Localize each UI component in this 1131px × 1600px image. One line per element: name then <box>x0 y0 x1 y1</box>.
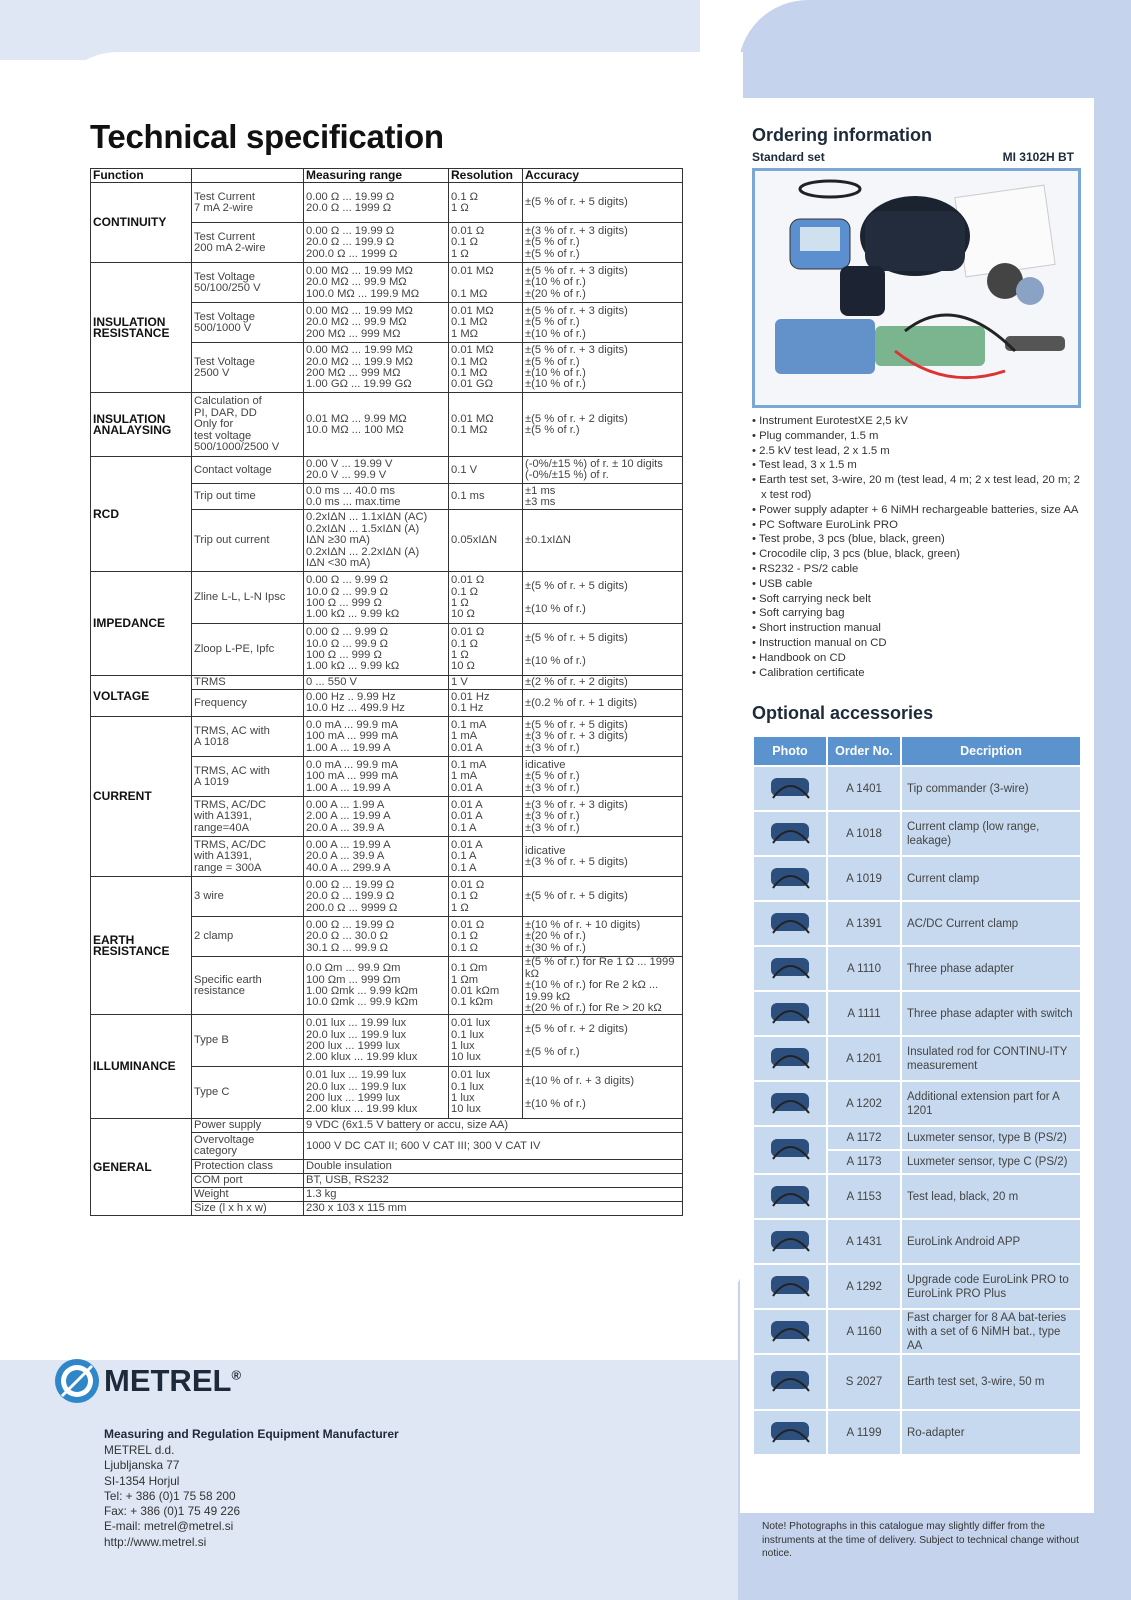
accuracy-cell: ±(5 % of r. + 3 digits) ±(10 % of r.) ±(20 % of r.) <box>523 263 683 303</box>
registered-mark: ® <box>231 1367 242 1383</box>
list-item: • Handbook on CD <box>752 651 1082 666</box>
address-line: METREL d.d. <box>104 1443 175 1457</box>
list-item: • Calibration certificate <box>752 666 1082 681</box>
resolution-cell: 0.01 Ω 0.1 Ω 1 Ω 10 Ω <box>449 624 523 676</box>
photo-cell <box>753 856 827 901</box>
accuracy-cell: ±(5 % of r. + 5 digits) <box>523 877 683 917</box>
list-item: • Instruction manual on CD <box>752 636 1082 651</box>
range-cell: 0.0 mA ... 99.9 mA 100 mA ... 999 mA 1.00 A ... 19.99 A <box>304 757 449 797</box>
order-number: A 1292 <box>827 1264 901 1309</box>
range-cell: 0 ... 550 V <box>304 676 449 690</box>
sensor-icon <box>765 1156 815 1168</box>
accuracy-cell: ±0.1xIΔN <box>523 510 683 572</box>
adapter-icon <box>765 1020 815 1032</box>
resolution-cell: 0.01 Ω 0.1 Ω 1 Ω <box>449 877 523 917</box>
general-key: Overvoltage category <box>192 1133 304 1160</box>
accessory-row <box>753 1219 1081 1264</box>
accuracy-cell: ±(5 % of r. + 2 digits) ±(5 % of r.) <box>523 393 683 457</box>
function-label: CURRENT <box>91 717 192 877</box>
parameter-cell: Test Current 7 mA 2-wire <box>192 183 304 223</box>
list-item: • PC Software EuroLink PRO <box>752 518 1082 533</box>
photo-cell <box>753 1219 827 1264</box>
accessory-description: Luxmeter sensor, type C (PS/2) <box>901 1150 1081 1174</box>
resolution-cell: 0.01 lux 0.1 lux 1 lux 10 lux <box>449 1067 523 1119</box>
accessory-description: Ro-adapter <box>901 1410 1081 1455</box>
resolution-cell: 0.1 mA 1 mA 0.01 A <box>449 717 523 757</box>
standard-set-list <box>752 414 1082 680</box>
list-item: • Soft carrying neck belt <box>752 592 1082 607</box>
accessory-row <box>753 946 1081 991</box>
range-cell: 0.00 Ω ... 19.99 Ω 20.0 Ω ... 30.0 Ω 30.1 Ω ... 99.9 Ω <box>304 917 449 957</box>
header-resolution: Resolution <box>449 169 523 183</box>
standard-set-label: Standard set <box>752 150 825 164</box>
photo-cell <box>753 1354 827 1410</box>
accessory-row <box>753 811 1081 856</box>
resolution-cell: 1 V <box>449 676 523 690</box>
app-icon <box>765 1248 815 1260</box>
standard-set-photo <box>752 168 1081 408</box>
rod-icon <box>765 1110 815 1122</box>
list-item: • RS232 - PS/2 cable <box>752 562 1082 577</box>
spec-row <box>91 457 683 484</box>
order-number: A 1199 <box>827 1410 901 1455</box>
parameter-cell: TRMS, AC with A 1018 <box>192 717 304 757</box>
range-cell: 0.00 Ω ... 9.99 Ω 10.0 Ω ... 99.9 Ω 100 Ω ... 999 Ω 1.00 kΩ ... 9.99 kΩ <box>304 572 449 624</box>
accessory-description: AC/DC Current clamp <box>901 901 1081 946</box>
parameter-cell: 3 wire <box>192 877 304 917</box>
function-label: RCD <box>91 457 192 572</box>
spec-row <box>91 183 683 223</box>
resolution-cell: 0.01 Ω 0.1 Ω 0.1 Ω <box>449 917 523 957</box>
accuracy-cell: ±(5 % of r. + 5 digits) ±(10 % of r.) <box>523 624 683 676</box>
order-number: A 1160 <box>827 1309 901 1354</box>
accessory-row <box>753 1309 1081 1354</box>
accuracy-cell: idicative ±(5 % of r.) ±(3 % of r.) <box>523 757 683 797</box>
accessory-row <box>753 991 1081 1036</box>
order-number: A 1110 <box>827 946 901 991</box>
range-cell: 0.00 MΩ ... 19.99 MΩ 20.0 MΩ ... 199.9 MΩ 200 MΩ ... 999 MΩ 1.00 GΩ ... 19.99 GΩ <box>304 343 449 393</box>
address-line: Ljubljanska 77 <box>104 1458 180 1473</box>
general-value: Double insulation <box>304 1160 683 1174</box>
accuracy-cell: ±(10 % of r. + 10 digits) ±(20 % of r.) ±(30 % of r.) <box>523 917 683 957</box>
rod-icon <box>765 1065 815 1077</box>
photo-cell <box>753 1309 827 1354</box>
parameter-cell: Specific earth resistance <box>192 957 304 1015</box>
resolution-cell: 0.01 A 0.01 A 0.1 A <box>449 797 523 837</box>
parameter-cell: Calculation of PI, DAR, DD Only for test voltage 500/1000/2500 V <box>192 393 304 457</box>
resolution-cell: 0.05xIΔN <box>449 510 523 572</box>
accuracy-cell: idicative ±(3 % of r. + 5 digits) <box>523 837 683 877</box>
range-cell: 0.00 Ω ... 19.99 Ω 20.0 Ω ... 199.9 Ω 200.0 Ω ... 1999 Ω <box>304 223 449 263</box>
accessory-row <box>753 901 1081 946</box>
clamp-icon <box>765 885 815 897</box>
photo-cell <box>753 1081 827 1126</box>
accessories-title: Optional accessories <box>752 703 934 723</box>
accessory-row <box>753 1036 1081 1081</box>
resolution-cell: 0.01 A 0.1 A 0.1 A <box>449 837 523 877</box>
accuracy-cell: ±(5 % of r. + 2 digits) ±(5 % of r.) <box>523 1015 683 1067</box>
general-value: BT, USB, RS232 <box>304 1174 683 1188</box>
spec-row <box>91 572 683 624</box>
order-number: A 1391 <box>827 901 901 946</box>
accessory-description: EuroLink Android APP <box>901 1219 1081 1264</box>
accessory-row <box>753 1410 1081 1455</box>
list-item: • Soft carrying bag <box>752 606 1082 621</box>
range-cell: 0.0 Ωm ... 99.9 Ωm 100 Ωm ... 999 Ωm 1.00 Ωmk ... 9.99 kΩm 10.0 Ωmk ... 99.9 kΩm <box>304 957 449 1015</box>
general-value: 1.3 kg <box>304 1188 683 1202</box>
order-number: A 1019 <box>827 856 901 901</box>
general-value: 230 x 103 x 115 mm <box>304 1202 683 1216</box>
list-item: • 2.5 kV test lead, 2 x 1.5 m <box>752 444 1082 459</box>
accuracy-cell: ±(5 % of r. + 5 digits) <box>523 183 683 223</box>
parameter-cell: Trip out time <box>192 484 304 510</box>
general-key: COM port <box>192 1174 304 1188</box>
accuracy-cell: ±(5 % of r. + 3 digits) ±(5 % of r.) ±(10 % of r.) <box>523 303 683 343</box>
adapter-icon <box>765 975 815 987</box>
list-item: • USB cable <box>752 577 1082 592</box>
order-number: A 1202 <box>827 1081 901 1126</box>
page-title: Technical specification <box>90 118 444 155</box>
ordering-panel <box>740 98 1094 1513</box>
address-line: Fax: + 386 (0)1 75 49 226 <box>104 1504 241 1519</box>
accessory-description: Current clamp <box>901 856 1081 901</box>
spec-body <box>91 183 683 1216</box>
list-item: • Test lead, 3 x 1.5 m <box>752 458 1082 473</box>
range-cell: 0.2xIΔN ... 1.1xIΔN (AC) 0.2xIΔN ... 1.5xIΔN (A) IΔN ≥30 mA) 0.2xIΔN ... 2.2xIΔN (A) IΔN <30 mA) <box>304 510 449 572</box>
lead-icon <box>765 1203 815 1215</box>
earth-set-icon <box>765 1388 815 1400</box>
parameter-cell: Test Voltage 500/1000 V <box>192 303 304 343</box>
range-cell: 0.00 Ω ... 19.99 Ω 20.0 Ω ... 199.9 Ω 200.0 Ω ... 9999 Ω <box>304 877 449 917</box>
header-order-no: Order No. <box>827 736 901 766</box>
accessory-description: Additional extension part for A 1201 <box>901 1081 1081 1126</box>
parameter-cell: Test Voltage 2500 V <box>192 343 304 393</box>
general-row <box>91 1119 683 1133</box>
probe-icon <box>765 795 815 807</box>
accessory-row <box>753 856 1081 901</box>
accessory-description: Current clamp (low range, leakage) <box>901 811 1081 856</box>
parameter-cell: 2 clamp <box>192 917 304 957</box>
clamp-icon <box>765 840 815 852</box>
brand-text: METREL <box>104 1363 232 1398</box>
accuracy-cell: ±(3 % of r. + 3 digits) ±(3 % of r.) ±(3 % of r.) <box>523 797 683 837</box>
resolution-cell: 0.01 Ω 0.1 Ω 1 Ω 10 Ω <box>449 572 523 624</box>
accessory-description: Test lead, black, 20 m <box>901 1174 1081 1219</box>
function-label: IMPEDANCE <box>91 572 192 676</box>
function-label: EARTH RESISTANCE <box>91 877 192 1015</box>
resolution-cell: 0.01 MΩ 0.1 MΩ <box>449 263 523 303</box>
list-item: • Instrument EurotestXE 2,5 kV <box>752 414 1082 429</box>
spec-row <box>91 1015 683 1067</box>
function-label: GENERAL <box>91 1119 192 1216</box>
metrel-logo-icon <box>52 1356 102 1406</box>
general-key: Power supply <box>192 1119 304 1133</box>
parameter-cell: TRMS <box>192 676 304 690</box>
accuracy-cell: ±(5 % of r.) for Re 1 Ω ... 1999 kΩ ±(10 % of r.) for Re 2 kΩ ... 19.99 kΩ ±(20 % of r.) for Re > 20 kΩ <box>523 957 683 1015</box>
spec-row <box>91 717 683 757</box>
photo-cell <box>753 1174 827 1219</box>
clamp-icon <box>765 930 815 942</box>
order-number: A 1111 <box>827 991 901 1036</box>
accessory-description: Insulated rod for CONTINU-ITY measurement <box>901 1036 1081 1081</box>
company-address <box>104 1443 240 1550</box>
order-number: A 1201 <box>827 1036 901 1081</box>
range-cell: 0.00 MΩ ... 19.99 MΩ 20.0 MΩ ... 99.9 MΩ 200 MΩ ... 999 MΩ <box>304 303 449 343</box>
parameter-cell: Type C <box>192 1067 304 1119</box>
parameter-cell: Trip out current <box>192 510 304 572</box>
address-line: SI-1354 Horjul <box>104 1473 180 1488</box>
parameter-cell: TRMS, AC with A 1019 <box>192 757 304 797</box>
accessories-body <box>753 766 1081 1455</box>
accessory-description: Luxmeter sensor, type B (PS/2) <box>901 1126 1081 1150</box>
function-label: INSULATION ANALAYSING <box>91 393 192 457</box>
accuracy-cell: ±(5 % of r. + 5 digits) ±(10 % of r.) <box>523 572 683 624</box>
list-item: • Crocodile clip, 3 pcs (blue, black, green) <box>752 547 1082 562</box>
accessory-description: Three phase adapter with switch <box>901 991 1081 1036</box>
list-item: • Short instruction manual <box>752 621 1082 636</box>
range-cell: 0.00 Hz .. 9.99 Hz 10.0 Hz ... 499.9 Hz <box>304 690 449 717</box>
list-item: • Plug commander, 1.5 m <box>752 429 1082 444</box>
spec-header-row <box>91 169 683 183</box>
charger-icon <box>765 1338 815 1350</box>
photo-cell <box>753 991 827 1036</box>
spec-row <box>91 393 683 457</box>
photo-cell <box>753 1036 827 1081</box>
address-line: E-mail: metrel@metrel.si <box>104 1519 234 1534</box>
brand-name <box>104 1363 241 1399</box>
resolution-cell: 0.1 ms <box>449 484 523 510</box>
address-line: Tel: + 386 (0)1 75 58 200 <box>104 1488 236 1503</box>
resolution-cell: 0.1 mA 1 mA 0.01 A <box>449 757 523 797</box>
accuracy-cell: ±(2 % of r. + 2 digits) <box>523 676 683 690</box>
spec-row <box>91 676 683 690</box>
range-cell: 0.01 lux ... 19.99 lux 20.0 lux ... 199.9 lux 200 lux ... 1999 lux 2.00 klux ... 19.99 klux <box>304 1067 449 1119</box>
resolution-cell: 0.01 MΩ 0.1 MΩ 0.1 MΩ 0.01 GΩ <box>449 343 523 393</box>
list-item: • Power supply adapter + 6 NiMH rechargeable batteries, size AA <box>752 503 1082 518</box>
photo-cell <box>753 1410 827 1455</box>
photo-cell <box>753 766 827 811</box>
list-item: • Earth test set, 3-wire, 20 m (test lead, 4 m; 2 x test lead, 20 m; 2 x test rod) <box>752 473 1082 503</box>
parameter-cell: TRMS, AC/DC with A1391, range = 300A <box>192 837 304 877</box>
range-cell: 0.0 mA ... 99.9 mA 100 mA ... 999 mA 1.00 A ... 19.99 A <box>304 717 449 757</box>
order-number: A 1173 <box>827 1150 901 1174</box>
accessories-header-row <box>753 736 1081 766</box>
range-cell: 0.00 MΩ ... 19.99 MΩ 20.0 MΩ ... 99.9 MΩ 100.0 MΩ ... 199.9 MΩ <box>304 263 449 303</box>
parameter-cell: TRMS, AC/DC with A1391, range=40A <box>192 797 304 837</box>
header-function: Function <box>91 169 192 183</box>
accessory-row <box>753 1126 1081 1150</box>
parameter-cell: Zline L-L, L-N Ipsc <box>192 572 304 624</box>
spec-table <box>90 168 683 1216</box>
company-tagline: Measuring and Regulation Equipment Manufacturer <box>104 1427 399 1441</box>
parameter-cell: Type B <box>192 1015 304 1067</box>
accuracy-cell: ±(0.2 % of r. + 1 digits) <box>523 690 683 717</box>
accessory-description: Upgrade code EuroLink PRO to EuroLink PRO Plus <box>901 1264 1081 1309</box>
parameter-cell: Test Current 200 mA 2-wire <box>192 223 304 263</box>
order-number: A 1018 <box>827 811 901 856</box>
order-number: A 1401 <box>827 766 901 811</box>
range-cell: 0.00 Ω ... 9.99 Ω 10.0 Ω ... 99.9 Ω 100 Ω ... 999 Ω 1.00 kΩ ... 9.99 kΩ <box>304 624 449 676</box>
function-label: VOLTAGE <box>91 676 192 717</box>
general-key: Protection class <box>192 1160 304 1174</box>
address-line: http://www.metrel.si <box>104 1534 207 1549</box>
header-accuracy: Accuracy <box>523 169 683 183</box>
accessory-row <box>753 766 1081 811</box>
resolution-cell: 0.01 MΩ 0.1 MΩ <box>449 393 523 457</box>
accessory-description: Earth test set, 3-wire, 50 m <box>901 1354 1081 1410</box>
top-band <box>0 0 700 60</box>
order-number: A 1431 <box>827 1219 901 1264</box>
photo-cell <box>753 946 827 991</box>
accessory-row <box>753 1081 1081 1126</box>
parameter-cell: Contact voltage <box>192 457 304 484</box>
photo-cell <box>753 811 827 856</box>
order-number: A 1153 <box>827 1174 901 1219</box>
photo-cell <box>753 901 827 946</box>
general-key: Size (l x h x w) <box>192 1202 304 1216</box>
photo-cell <box>753 1126 827 1174</box>
adapter-icon <box>765 1439 815 1451</box>
accuracy-cell: ±(5 % of r. + 5 digits) ±(3 % of r. + 3 digits) ±(3 % of r.) <box>523 717 683 757</box>
order-number: S 2027 <box>827 1354 901 1410</box>
accessory-row <box>753 1264 1081 1309</box>
function-label: CONTINUITY <box>91 183 192 263</box>
header-photo: Photo <box>753 736 827 766</box>
resolution-cell: 0.01 Ω 0.1 Ω 1 Ω <box>449 223 523 263</box>
range-cell: 0.00 V ... 19.99 V 20.0 V ... 99.9 V <box>304 457 449 484</box>
resolution-cell: 0.1 Ω 1 Ω <box>449 183 523 223</box>
header-range: Measuring range <box>304 169 449 183</box>
accuracy-cell: ±(3 % of r. + 3 digits) ±(5 % of r.) ±(5 % of r.) <box>523 223 683 263</box>
photo-cell <box>753 1264 827 1309</box>
model-number: MI 3102H BT <box>1002 150 1074 164</box>
range-cell: 0.00 A ... 19.99 A 20.0 A ... 39.9 A 40.0 A ... 299.9 A <box>304 837 449 877</box>
function-label: ILLUMINANCE <box>91 1015 192 1119</box>
order-number: A 1172 <box>827 1126 901 1150</box>
disclaimer-note: Note! Photographs in this catalogue may slightly differ from the instruments at the time of delivery. Subject to technical change without notice. <box>762 1521 1079 1559</box>
accessories-table <box>752 735 1082 1456</box>
cd-icon <box>765 1293 815 1305</box>
accessory-description: Fast charger for 8 AA bat-teries with a set of 6 NiMH bat., type AA <box>901 1309 1081 1354</box>
spec-row <box>91 263 683 303</box>
spec-row <box>91 877 683 917</box>
range-cell: 0.01 lux ... 19.99 lux 20.0 lux ... 199.9 lux 200 lux ... 1999 lux 2.00 klux ... 19.99 klux <box>304 1015 449 1067</box>
general-value: 1000 V DC CAT II; 600 V CAT III; 300 V CAT IV <box>304 1133 683 1160</box>
accessory-description: Tip commander (3-wire) <box>901 766 1081 811</box>
resolution-cell: 0.1 V <box>449 457 523 484</box>
parameter-cell: Frequency <box>192 690 304 717</box>
accessory-row <box>753 1174 1081 1219</box>
resolution-cell: 0.01 lux 0.1 lux 1 lux 10 lux <box>449 1015 523 1067</box>
accessory-row <box>753 1354 1081 1410</box>
range-cell: 0.0 ms ... 40.0 ms 0.0 ms ... max.time <box>304 484 449 510</box>
accuracy-cell: ±(10 % of r. + 3 digits) ±(10 % of r.) <box>523 1067 683 1119</box>
resolution-cell: 0.01 Hz 0.1 Hz <box>449 690 523 717</box>
range-cell: 0.00 A ... 1.99 A 2.00 A ... 19.99 A 20.0 A ... 39.9 A <box>304 797 449 837</box>
list-item: • Test probe, 3 pcs (blue, black, green) <box>752 532 1082 547</box>
header-description: Decription <box>901 736 1081 766</box>
range-cell: 0.00 Ω ... 19.99 Ω 20.0 Ω ... 1999 Ω <box>304 183 449 223</box>
ordering-title: Ordering information <box>752 125 932 145</box>
accuracy-cell: ±(5 % of r. + 3 digits) ±(5 % of r.) ±(10 % of r.) ±(10 % of r.) <box>523 343 683 393</box>
general-key: Weight <box>192 1188 304 1202</box>
function-label: INSULATION RESISTANCE <box>91 263 192 393</box>
range-cell: 0.01 MΩ ... 9.99 MΩ 10.0 MΩ ... 100 MΩ <box>304 393 449 457</box>
parameter-cell: Test Voltage 50/100/250 V <box>192 263 304 303</box>
accuracy-cell: (-0%/±15 %) of r. ± 10 digits (-0%/±15 %) of r. <box>523 457 683 484</box>
resolution-cell: 0.1 Ωm 1 Ωm 0.01 kΩm 0.1 kΩm <box>449 957 523 1015</box>
accuracy-cell: ±1 ms ±3 ms <box>523 484 683 510</box>
general-value: 9 VDC (6x1.5 V battery or accu, size AA) <box>304 1119 683 1133</box>
accessory-description: Three phase adapter <box>901 946 1081 991</box>
header-blank <box>192 169 304 183</box>
resolution-cell: 0.01 MΩ 0.1 MΩ 1 MΩ <box>449 303 523 343</box>
parameter-cell: Zloop L-PE, Ipfc <box>192 624 304 676</box>
